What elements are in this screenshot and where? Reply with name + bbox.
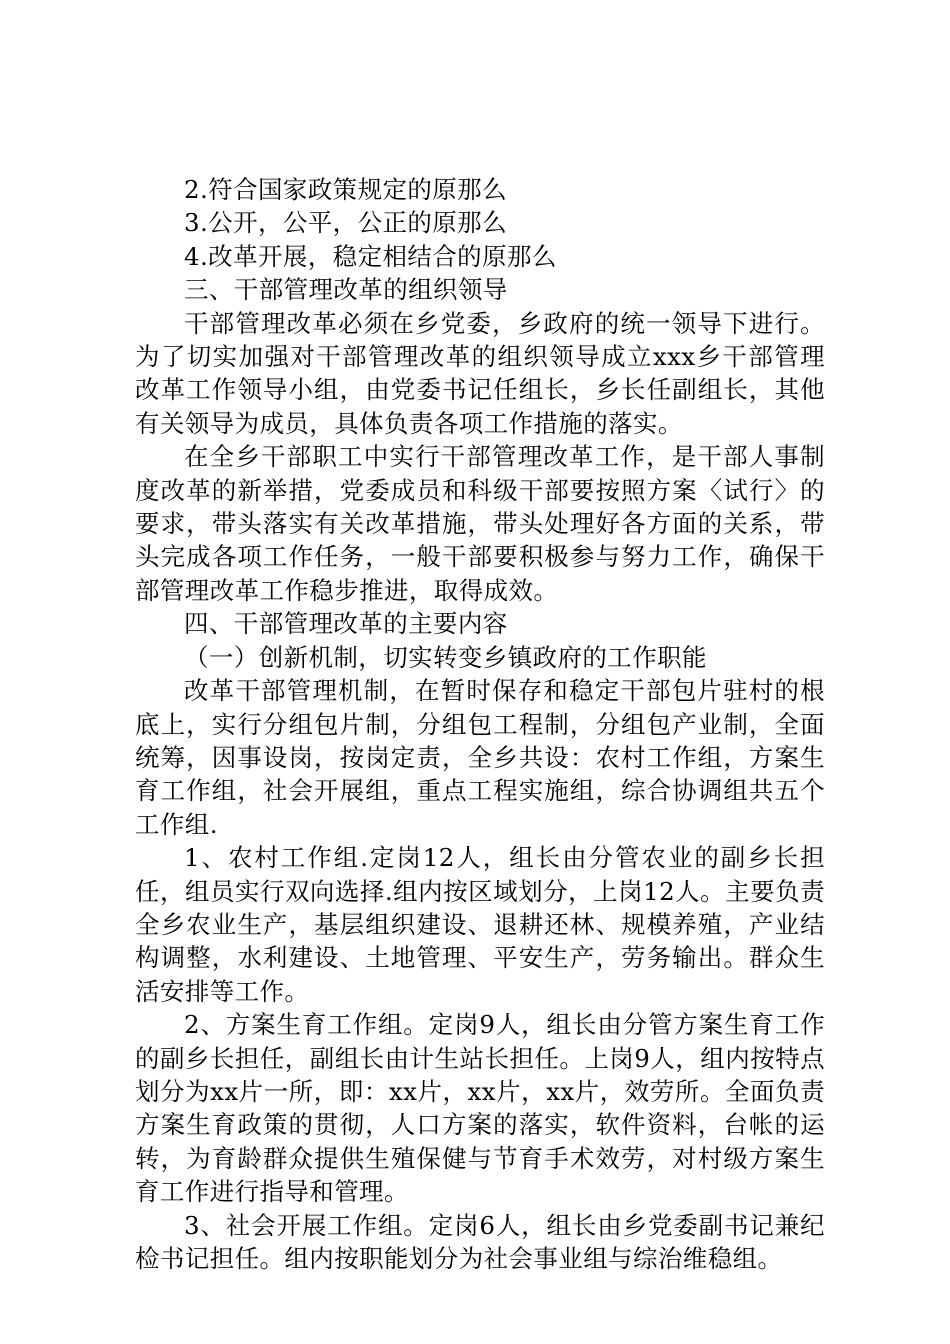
subsection-heading-1: （一）创新机制，切实转变乡镇政府的工作职能 <box>184 642 707 672</box>
document-page <box>135 173 825 1275</box>
body-paragraph: 干部管理改革必须在乡党委，乡政府的统一领导下进行。为了切实加强对干部管理改革的组织领导成立xxx乡干部管理改革工作领导小组，由党委书记任组长，乡长任副组长，其他有关领导为成员，具体负责各项工作措施的落实。 <box>135 308 825 438</box>
body-paragraph: 在全乡干部职工中实行干部管理改革工作，是干部人事制度改革的新举措，党委成员和科级干部要按照方案〈试行〉的要求，带头落实有关改革措施，带头处理好各方面的关系，带头完成各项工作任务，一般干部要积极参与努力工作，确保干部管理改革工作稳步推进，取得成效。 <box>135 442 825 605</box>
principle-item-2: 2.符合国家政策规定的原那么 <box>184 175 507 204</box>
work-group-item-1: 1、农村工作组.定岗12人，组长由分管农业的副乡长担任，组员实行双向选择.组内按区域划分，上岗12人。主要负责全乡农业生产，基层组织建设、退耕还林、规模养殖，产业结构调整，水利建设、土地管理、平安生产，劳务输出。群众生活安排等工作。 <box>135 843 825 1006</box>
body-paragraph: 改革干部管理机制，在暂时保存和稳定干部包片驻村的根底上，实行分组包片制，分组包工程制，分组包产业制，全面统筹，因事设岗，按岗定责，全乡共设：农村工作组，方案生育工作组，社会开展组，重点工程实施组，综合协调组共五个工作组. <box>135 676 825 839</box>
work-group-item-3: 3、社会开展工作组。定岗6人，组长由乡党委副书记兼纪检书记担任。组内按职能划分为社会事业组与综治维稳组。 <box>135 1210 825 1273</box>
work-group-item-2: 2、方案生育工作组。定岗9人，组长由分管方案生育工作的副乡长担任，副组长由计生站长担任。上岗9人，组内按特点划分为xx片一所，即：xx片，xx片，xx片，效劳所。全面负责方案生育政策的贯彻，人口方案的落实，软件资料，台帐的运转，为育龄群众提供生殖保健与节育手术效劳，对村级方案生育工作进行指导和管理。 <box>135 1010 825 1207</box>
principle-item-4: 4.改革开展，稳定相结合的原那么 <box>184 241 557 271</box>
section-heading-4: 四、干部管理改革的主要内容 <box>184 609 508 639</box>
principle-item-3: 3.公开，公平，公正的原那么 <box>184 208 507 238</box>
section-heading-3: 三、干部管理改革的组织领导 <box>184 275 508 305</box>
